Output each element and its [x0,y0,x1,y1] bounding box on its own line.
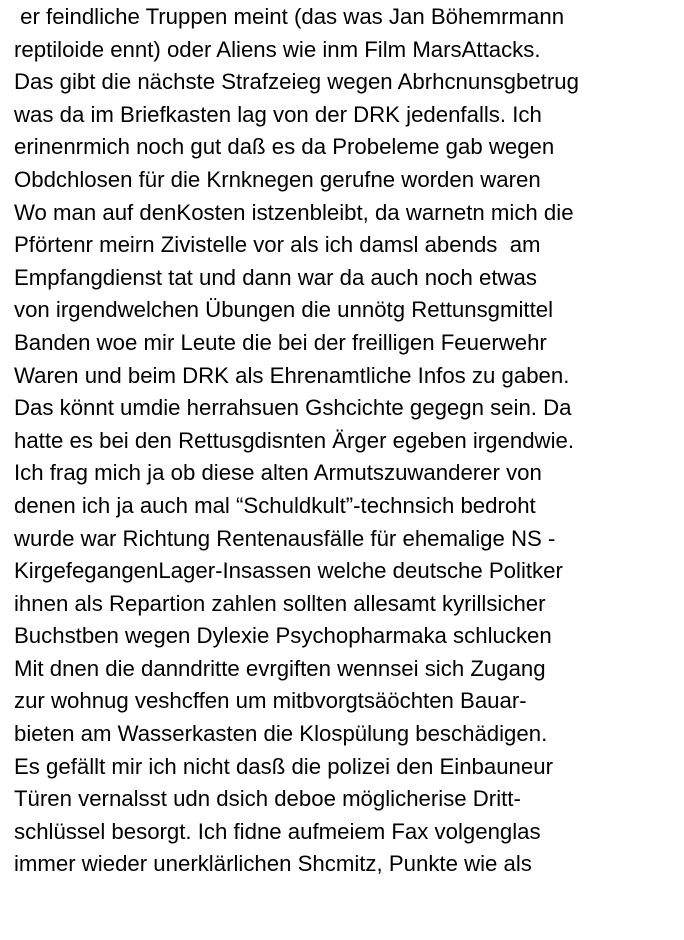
text-line: Es gefällt mir ich nicht dasß die polizei den Einbauneur [14,753,553,779]
text-line: Buchstben wegen Dylexie Psychopharmaka schlucken [14,623,552,649]
text-line: zur wohnug veshcffen um mitbvorgtsäöchten Bauar- [14,688,527,714]
body-text [14,1,682,881]
text-line: Türen vernalsst udn dsich deboe möglicherise Dritt- [14,786,521,812]
text-line: Banden woe mir Leute die bei der freilligen Feuerwehr [14,329,547,355]
text-line: was da im Briefkasten lag von der DRK jedenfalls. Ich [14,101,542,127]
text-line: Ich frag mich ja ob diese alten Armutszuwanderer von [14,460,542,486]
text-line: ihnen als Repartion zahlen sollten allesamt kyrillsicher [14,590,546,616]
text-line: bieten am Wasserkasten die Klospülung beschädigen. [14,721,548,747]
text-line: schlüssel besorgt. Ich fidne aufmeiem Fax volgenglas [14,818,541,844]
text-line: hatte es bei den Rettusgdisnten Ärger egeben irgendwie. [14,427,574,453]
text-line: er feindliche Truppen meint (das was Jan Böhemrmann [14,4,565,29]
text-line: Wo man auf denKosten istzenbleibt, da warnetn mich die [14,199,574,225]
text-line: denen ich ja auch mal “Schuldkult”-technsich bedroht [14,492,536,518]
text-line: von irgendwelchen Übungen die unnötg Rettunsgmittel [14,297,554,323]
text-line: Pförtenr meirn Zivistelle vor als ich damsl abends am [14,232,541,258]
text-line: Das könnt umdie herrahsuen Gshcichte gegegn sein. Da [14,395,572,421]
text-line: Mit dnen die danndritte evrgiften wennsei sich Zugang [14,655,546,681]
text-line: Waren und beim DRK als Ehrenamtliche Infos zu gaben. [14,362,570,388]
text-line: erinenrmich noch gut daß es da Probeleme gab wegen [14,134,555,160]
text-line: immer wieder unerklärlichen Shcmitz, Punkte wie als [14,851,532,877]
text-line: Empfangdienst tat und dann war da auch noch etwas [14,264,537,290]
text-line: Das gibt die nächste Strafzeieg wegen Abrhcnunsgbetrug [14,69,579,95]
text-line: KirgefegangenLager-Insassen welche deutsche Politker [14,558,563,584]
text-line: reptiloide ennt) oder Aliens wie inm Film MarsAttacks. [14,36,541,62]
text-line: wurde war Richtung Rentenausfälle für ehemalige NS - [14,525,556,551]
text-line: Obdchlosen für die Krnknegen gerufne worden waren [14,166,541,192]
